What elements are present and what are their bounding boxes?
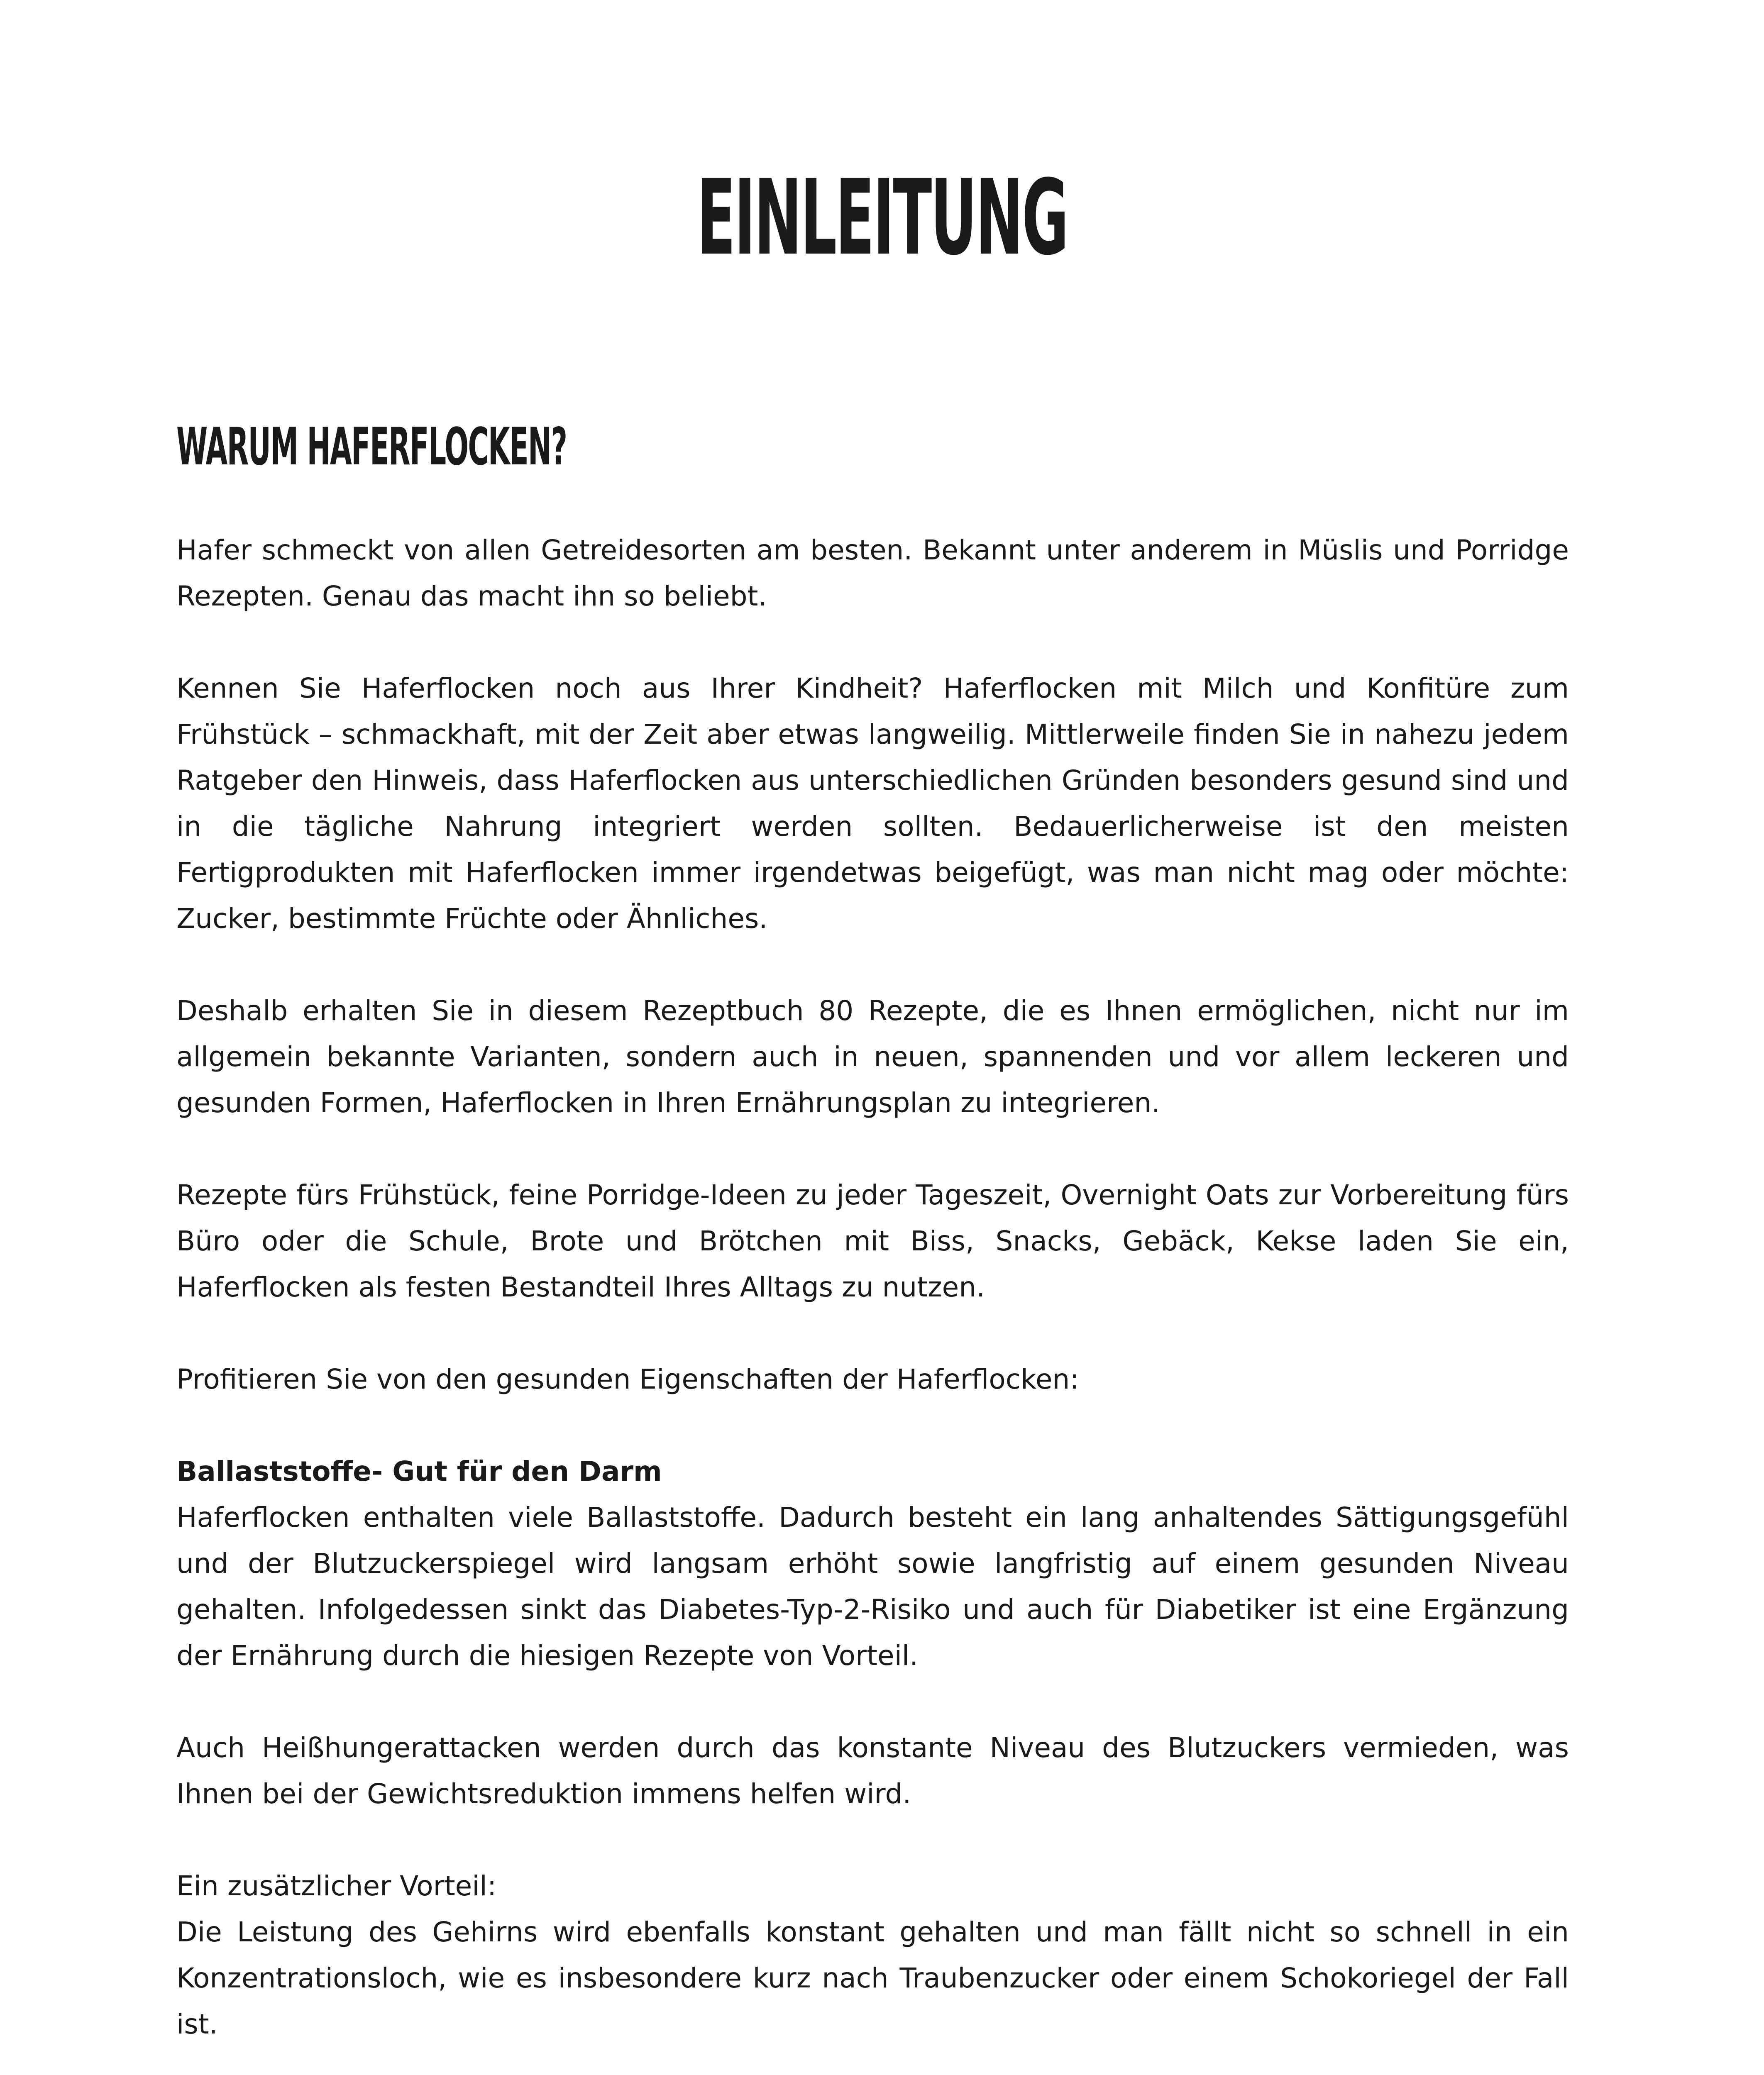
- page-title: EINLEITUNG: [696, 157, 1068, 278]
- fiber-heading: Ballaststoffe- Gut für den Darm: [176, 1455, 662, 1487]
- paragraph-brain: [176, 1863, 1569, 2047]
- fiber-text: Haferflocken enthalten viele Ballaststoffe. Dadurch besteht ein lang anhaltendes Sättigungsgefühl und der Blutzuckerspiegel wird langsam erhöht sowie langfristig auf einem gesunden Niveau gehalten. Infolgedessen sinkt das Diabetes-Typ-2-Risiko und auch für Diabetiker ist eine Ergänzung der Ernährung durch die hiesigen Rezepte von Vorteil.: [176, 1501, 1569, 1672]
- paragraph-recipe-types: Rezepte fürs Frühstück, feine Porridge-Ideen zu jeder Tageszeit, Overnight Oats zur Vorbereitung fürs Büro oder die Schule, Brote und Brötchen mit Biss, Snacks, Gebäck, Kekse laden Sie ein, Haferflocken als festen Bestandteil Ihres Alltags zu nutzen.: [176, 1179, 1569, 1303]
- paragraph-cravings: Auch Heißhungerattacken werden durch das konstante Niveau des Blutzuckers vermieden, was Ihnen bei der Gewichtsreduktion immens helfen wird.: [176, 1732, 1569, 1810]
- paragraph-intro: Hafer schmeckt von allen Getreidesorten am besten. Bekannt unter anderem in Müslis und Porridge Rezepten. Genau das macht ihn so beliebt.: [176, 534, 1569, 612]
- paragraph-recipes-count: Deshalb erhalten Sie in diesem Rezeptbuch 80 Rezepte, die es Ihnen ermöglichen, nicht nur im allgemein bekannte Varianten, sondern auch in neuen, spannenden und vor allem leckeren und gesunden Formen, Haferflocken in Ihren Ernährungsplan zu integrieren.: [176, 995, 1569, 1119]
- brain-text: Die Leistung des Gehirns wird ebenfalls konstant gehalten und man fällt nicht so schnell in ein Konzentrationsloch, wie es insbesondere kurz nach Traubenzucker oder einem Schokoriegel der Fall ist.: [176, 1916, 1569, 2040]
- paragraph-childhood: Kennen Sie Haferflocken noch aus Ihrer Kindheit? Haferflocken mit Milch und Konfitüre zum Frühstück – schmackhaft, mit der Zeit aber etwas langweilig. Mittlerweile finden Sie in nahezu jedem Ratgeber den Hinweis, dass Haferflocken aus unterschiedlichen Gründen besonders gesund sind und in die tägliche Nahrung integriert werden sollten. Bedauerlicherweise ist den meisten Fertigprodukten mit Haferflocken immer irgendetwas beigefügt, was man nicht mag oder möchte: Zucker, bestimmte Früchte oder Ähnliches.: [176, 672, 1569, 935]
- body-text: [176, 527, 1569, 2047]
- extra-benefit-label: Ein zusätzlicher Vorteil:: [176, 1870, 497, 1902]
- paragraph-fiber: [176, 1448, 1569, 1679]
- section-subtitle: WARUM HAFERFLOCKEN?: [176, 417, 567, 477]
- paragraph-benefits-intro: Profitieren Sie von den gesunden Eigenschaften der Haferflocken:: [176, 1363, 1079, 1395]
